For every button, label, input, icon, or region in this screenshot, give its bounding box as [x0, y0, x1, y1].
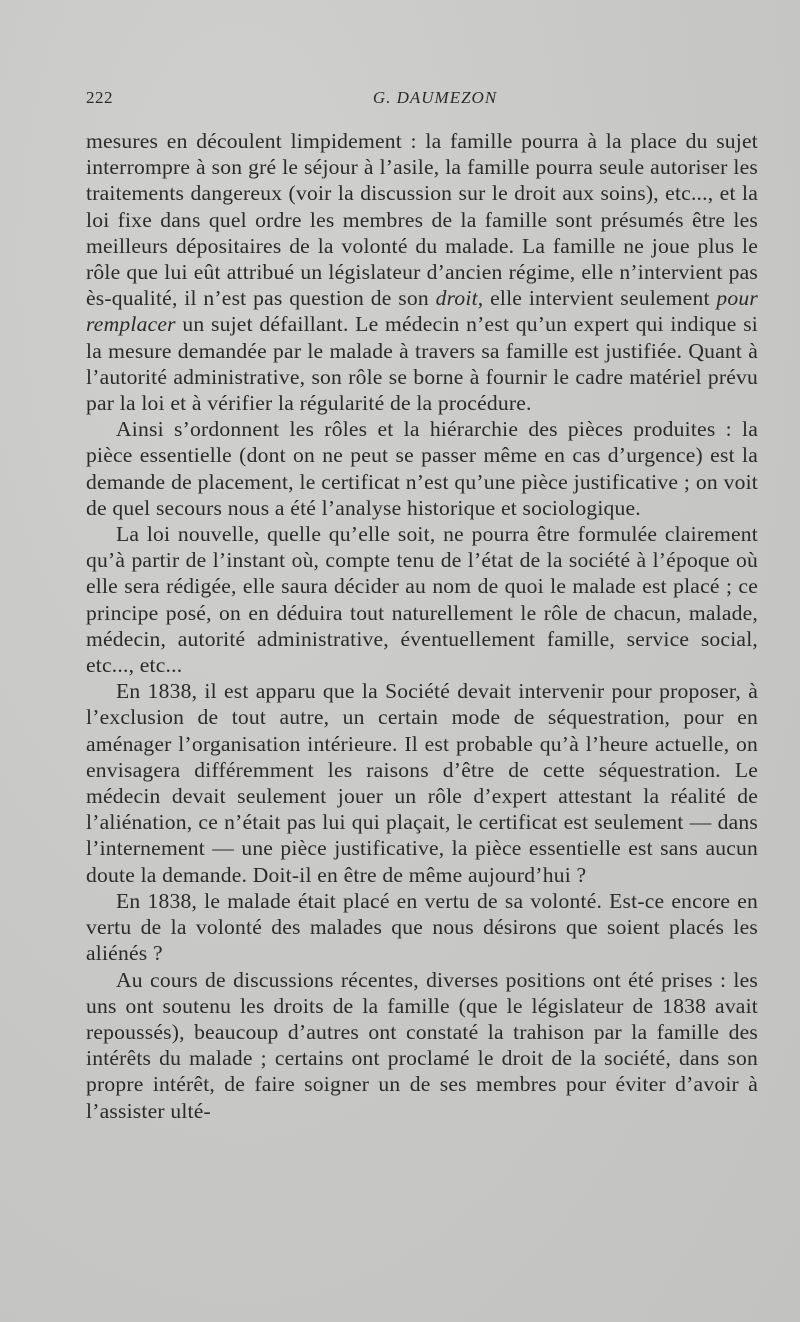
text-run: Ainsi s’ordonnent les rôles et la hiérarchie des pièces produites : la pièce essentielle (dont on ne peut se passer même en cas d’urgence) est la demande de placement, le certificat n’est qu’une pièce justificative ; on voit de quel secours nous a été l’analyse historique et sociologique. — [86, 417, 758, 520]
paragraph — [86, 128, 758, 416]
text-run: En 1838, il est apparu que la Société devait intervenir pour proposer, à l’exclusion de tout autre, un certain mode de séquestration, pour en aménager l’organisation intérieure. Il est probable qu’à l’heure actuelle, on envisagera différemment les raisons d’être de cette séquestration. Le médecin devait seulement jouer un rôle d’expert attestant la réalité de l’aliénation, ce n’était pas lui qui plaçait, le certificat est seulement — dans l’internement — une pièce justificative, la pièce essentielle est sans aucun doute la demande. Doit-il en être de même aujourd’hui ? — [86, 679, 758, 887]
text-run: Au cours de discussions récentes, diverses positions ont été prises : les uns ont soutenu les droits de la famille (que le législateur de 1838 avait repoussés), beaucoup d’autres ont constaté la trahison par la famille des intérêts du malade ; certains ont proclamé le droit de la société, dans son propre intérêt, de faire soigner un de ses membres pour éviter d’avoir à l’assister ulté- — [86, 967, 758, 1123]
text-run: En 1838, le malade était placé en vertu de sa volonté. Est-ce encore en vertu de la volonté des malades que nous désirons que soient placés les aliénés ? — [86, 888, 758, 966]
paragraph — [86, 678, 758, 888]
running-header — [86, 88, 740, 114]
text-run: mesures en découlent limpidement : la famille pourra à la place du sujet interrompre à son gré le séjour à l’asile, la famille pourra seule autoriser les traitements dangereux (voir la discussion sur le droit aux soins), etc..., et la loi fixe dans quel ordre les membres de la famille sont présumés être les meilleurs dépositaires de la volonté du malade. La famille ne joue plus le rôle que lui eût attribué un législateur d’ancien régime, elle n’intervient pas ès-qualité, il n’est pas question de son — [86, 129, 758, 311]
italic-text-run: droit — [435, 286, 478, 311]
text-run: La loi nouvelle, quelle qu’elle soit, ne pourra être formulée clairement qu’à partir de l’instant où, compte tenu de l’état de la société à l’époque où elle sera rédigée, elle saura décider au nom de quoi le malade est placé ; ce principe posé, on en déduira tout naturellement le rôle de chacun, malade, médecin, autorité administrative, éventuellement famille, service social, etc..., etc... — [86, 522, 758, 678]
running-title: G. DAUMEZON — [372, 88, 498, 107]
paragraph — [86, 888, 758, 967]
text-run: , elle intervient seulement — [477, 286, 717, 311]
italic-text-run: pour remplacer — [86, 286, 758, 337]
paragraph — [86, 416, 758, 521]
paragraph — [86, 521, 758, 678]
body-text — [86, 128, 758, 1124]
page-number: 222 — [86, 88, 113, 107]
paragraph — [86, 967, 758, 1124]
text-run: un sujet défaillant. Le médecin n’est qu’un expert qui indique si la mesure demandée par le malade à travers sa famille est justifiée. Quant à l’autorité administrative, son rôle se borne à fournir le cadre matériel prévu par la loi et à vérifier la régularité de la procédure. — [86, 312, 758, 416]
